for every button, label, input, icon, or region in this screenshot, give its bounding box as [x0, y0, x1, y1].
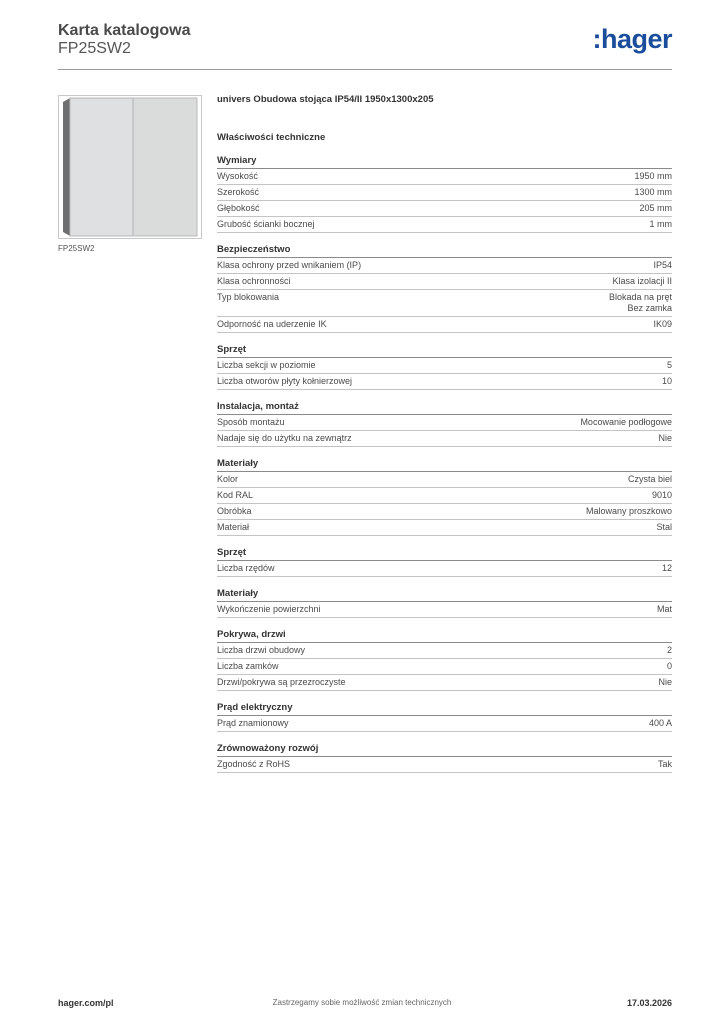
spec-value-line: 0: [666, 661, 672, 671]
spec-value: [639, 203, 672, 214]
header-divider: [58, 69, 672, 70]
spec-label: Kolor: [217, 474, 239, 484]
spec-label: Liczba sekcji w poziomie: [217, 360, 316, 370]
spec-row: [217, 431, 672, 447]
spec-label: Prąd znamionowy: [217, 718, 289, 728]
spec-group-title: Zrównoważony rozwój: [217, 743, 672, 757]
spec-group: [217, 344, 672, 390]
spec-row: [217, 258, 672, 274]
spec-label: Grubość ścianki bocznej: [217, 219, 315, 229]
spec-value-line: Bez zamka: [627, 303, 672, 313]
spec-row: [217, 374, 672, 390]
spec-label: Kod RAL: [217, 490, 254, 500]
product-title: univers Obudowa stojąca IP54/II 1950x1300x205: [217, 94, 434, 105]
spec-value: [657, 604, 672, 615]
spec-row: [217, 504, 672, 520]
spec-row: [217, 472, 672, 488]
spec-value-line: 9010: [651, 490, 672, 500]
spec-group-title: Instalacja, montaż: [217, 401, 672, 415]
spec-label: Wykończenie powierzchni: [217, 604, 321, 614]
spec-value: [609, 292, 672, 314]
image-caption: FP25SW2: [58, 244, 95, 253]
spec-row: [217, 415, 672, 431]
spec-value-line: Nie: [658, 677, 672, 687]
product-image: [58, 95, 202, 239]
spec-label: Obróbka: [217, 506, 252, 516]
spec-value-line: 10: [661, 376, 672, 386]
spec-label: Materiał: [217, 522, 250, 532]
spec-value: [580, 417, 672, 428]
spec-value-line: Klasa izolacji II: [612, 276, 672, 286]
spec-value-line: Malowany proszkowo: [585, 506, 672, 516]
spec-value-line: Czysta biel: [627, 474, 672, 484]
footer-website: hager.com/pl: [58, 998, 114, 1008]
footer-disclaimer: Zastrzegamy sobie możliwość zmian technicznych: [272, 998, 452, 1007]
spec-value-line: Nie: [658, 433, 672, 443]
spec-row: [217, 317, 672, 333]
spec-value: [628, 474, 672, 485]
spec-value-line: IK09: [653, 319, 672, 329]
spec-label: Typ blokowania: [217, 292, 280, 302]
spec-group: [217, 702, 672, 732]
spec-label: Klasa ochronności: [217, 276, 291, 286]
spec-value-line: Blokada na pręt: [608, 292, 672, 302]
spec-value: [634, 171, 672, 182]
spec-label: Liczba drzwi obudowy: [217, 645, 306, 655]
spec-label: Głębokość: [217, 203, 260, 213]
spec-group: [217, 244, 672, 333]
spec-value: [653, 319, 672, 330]
spec-value: [652, 490, 672, 501]
spec-label: Liczba rzędów: [217, 563, 275, 573]
spec-group-title: Prąd elektryczny: [217, 702, 672, 716]
spec-row: [217, 185, 672, 201]
spec-group: [217, 458, 672, 536]
spec-content: [217, 94, 672, 784]
spec-row: [217, 561, 672, 577]
spec-label: Klasa ochrony przed wnikaniem (IP): [217, 260, 362, 270]
spec-row: [217, 757, 672, 773]
spec-row: [217, 602, 672, 618]
spec-value: [612, 276, 672, 287]
spec-value: [667, 645, 672, 656]
spec-row: [217, 201, 672, 217]
spec-group-title: Wymiary: [217, 155, 672, 169]
spec-value: [658, 759, 672, 770]
spec-value-line: Tak: [657, 759, 672, 769]
spec-value-line: Mocowanie podłogowe: [580, 417, 672, 427]
spec-group: [217, 743, 672, 773]
spec-value-line: 1 mm: [649, 219, 672, 229]
spec-group-title: Sprzęt: [217, 547, 672, 561]
spec-label: Zgodność z RoHS: [217, 759, 291, 769]
spec-value: [662, 376, 672, 387]
spec-value: [650, 219, 673, 230]
spec-row: [217, 169, 672, 185]
document-title: Karta katalogowa: [58, 22, 191, 39]
spec-row: [217, 290, 672, 317]
spec-group: [217, 588, 672, 618]
spec-value-line: IP54: [653, 260, 672, 270]
spec-group-title: Materiały: [217, 588, 672, 602]
product-code: FP25SW2: [58, 40, 131, 57]
spec-value: [653, 260, 672, 271]
spec-label: Liczba zamków: [217, 661, 279, 671]
hager-logo: :hager: [592, 24, 672, 54]
spec-value-line: 1300 mm: [634, 187, 672, 197]
spec-group-title: Sprzęt: [217, 344, 672, 358]
spec-value: [662, 563, 672, 574]
spec-row: [217, 358, 672, 374]
spec-value-line: 1950 mm: [634, 171, 672, 181]
spec-label: Odporność na uderzenie IK: [217, 319, 327, 329]
spec-group: [217, 629, 672, 691]
spec-value: [586, 506, 672, 517]
spec-row: [217, 274, 672, 290]
spec-label: Drzwi/pokrywa są przezroczyste: [217, 677, 346, 687]
section-title: Właściwości techniczne: [217, 132, 326, 143]
spec-value-line: 205 mm: [639, 203, 672, 213]
spec-row: [217, 675, 672, 691]
spec-row: [217, 716, 672, 732]
spec-value: [656, 522, 672, 533]
spec-label: Szerokość: [217, 187, 260, 197]
spec-value: [667, 360, 672, 371]
spec-label: Nadaje się do użytku na zewnątrz: [217, 433, 352, 443]
spec-value-line: 12: [661, 563, 672, 573]
spec-group-title: Materiały: [217, 458, 672, 472]
spec-group-title: Bezpieczeństwo: [217, 244, 672, 258]
spec-value: [634, 187, 672, 198]
spec-row: [217, 643, 672, 659]
spec-label: Wysokość: [217, 171, 258, 181]
spec-value: [658, 433, 672, 444]
spec-row: [217, 217, 672, 233]
spec-value: [658, 677, 672, 688]
spec-value: [649, 718, 672, 729]
spec-label: Sposób montażu: [217, 417, 285, 427]
spec-value-line: 400 A: [648, 718, 672, 728]
spec-row: [217, 659, 672, 675]
spec-value-line: 2: [666, 645, 672, 655]
spec-group: [217, 401, 672, 447]
footer-date: 17.03.2026: [626, 998, 672, 1008]
spec-group: [217, 155, 672, 233]
enclosure-illustration: [59, 96, 201, 238]
spec-group: [217, 547, 672, 577]
spec-value-line: 5: [666, 360, 672, 370]
spec-row: [217, 520, 672, 536]
spec-group-title: Pokrywa, drzwi: [217, 629, 672, 643]
spec-row: [217, 488, 672, 504]
spec-groups: [217, 155, 672, 773]
spec-value: [667, 661, 672, 672]
spec-value-line: Mat: [656, 604, 672, 614]
spec-value-line: Stal: [656, 522, 672, 532]
spec-label: Liczba otworów płyty kołnierzowej: [217, 376, 353, 386]
